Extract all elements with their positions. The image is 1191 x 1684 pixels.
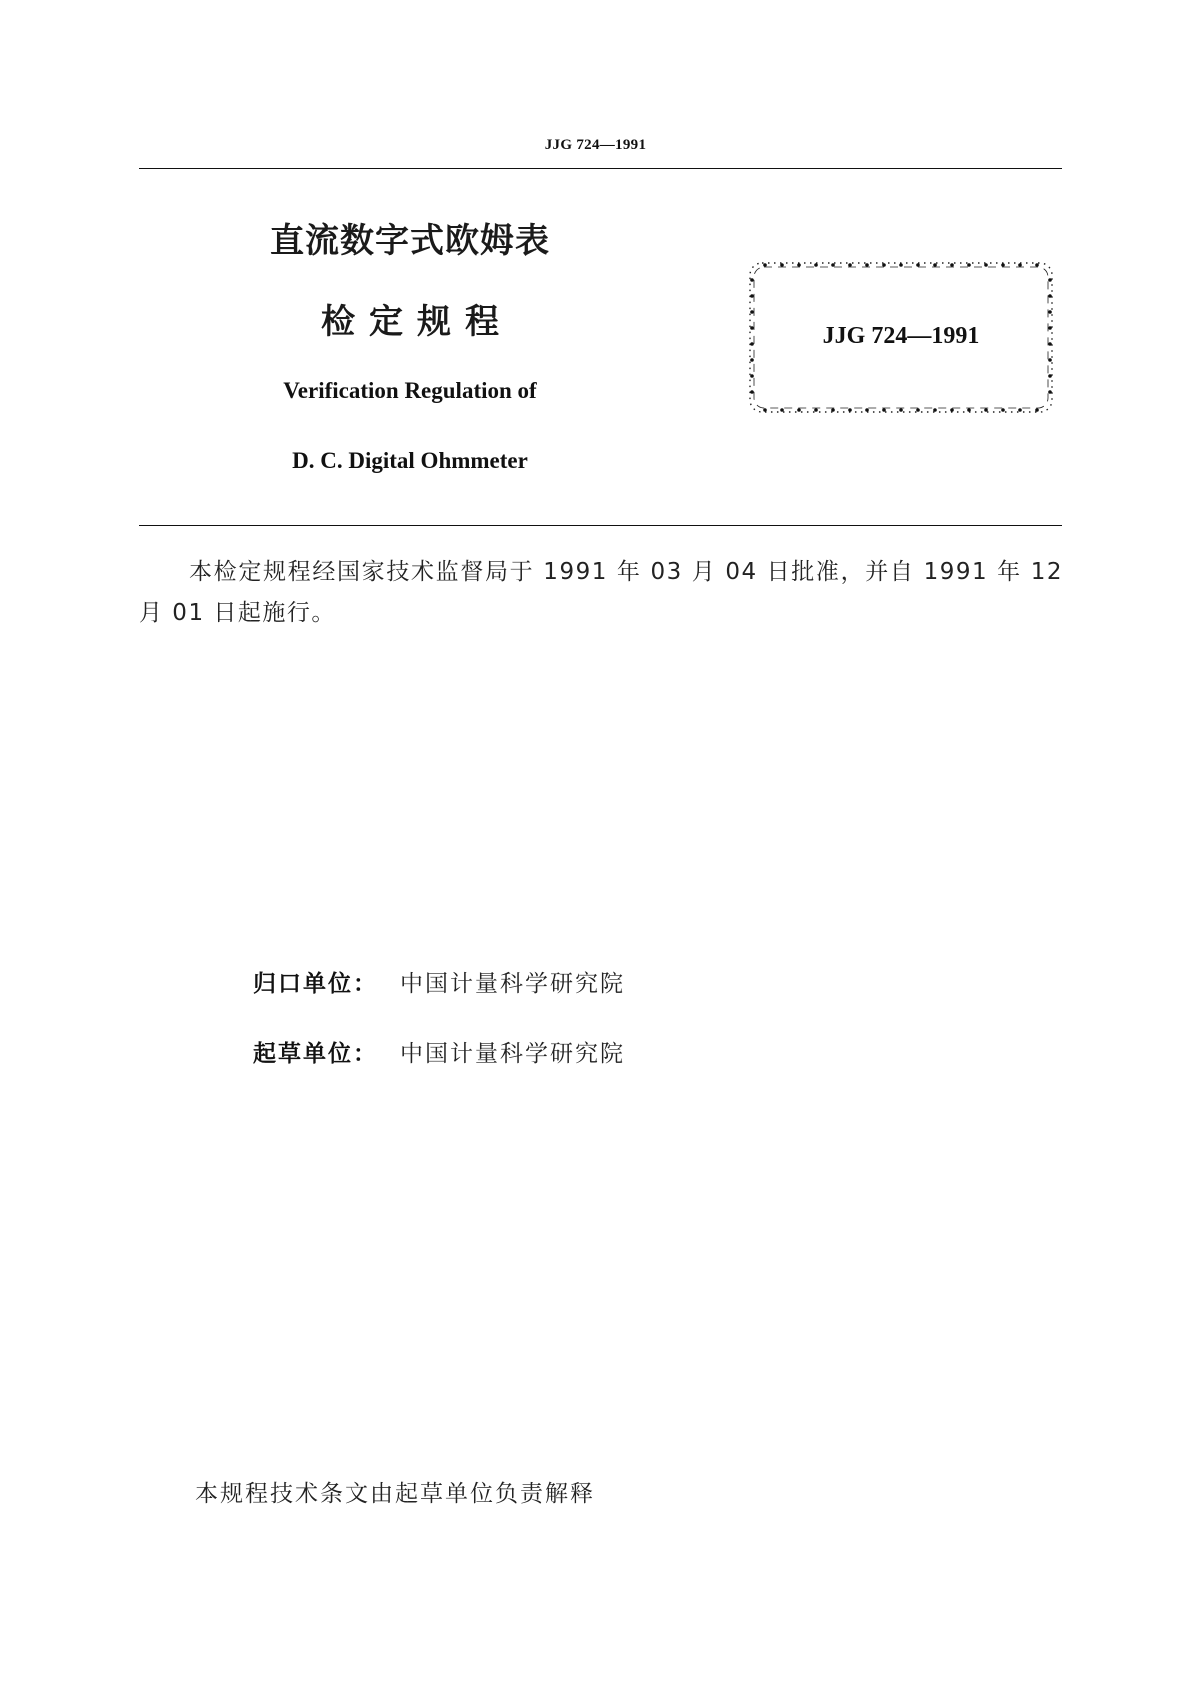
border-dot (814, 408, 818, 412)
border-dot (1048, 310, 1052, 314)
border-dot (882, 408, 886, 412)
border-dot (984, 408, 988, 412)
border-dot (916, 263, 920, 267)
standard-code-box-text: JJG 724—1991 (822, 323, 980, 349)
border-dot (1001, 263, 1005, 267)
border-dot (967, 408, 971, 412)
border-dot (933, 408, 937, 412)
title-chinese-line-2: 检定规程 (321, 302, 513, 342)
border-dot (950, 408, 954, 412)
drafting-unit-row (253, 1035, 625, 1068)
border-dot (814, 263, 818, 267)
drafting-unit-value: 中国计量科学研究院 (400, 1041, 625, 1067)
border-dot (1035, 263, 1039, 267)
border-dot (1035, 408, 1039, 412)
interpretation-note: 本规程技术条文由起草单位负责解释 (195, 1481, 595, 1507)
responsible-unit-label: 归口单位： (253, 971, 378, 997)
border-dot (1048, 390, 1052, 394)
responsible-unit-value: 中国计量科学研究院 (400, 971, 625, 997)
standard-code-box (747, 260, 1055, 415)
border-dot (780, 408, 784, 412)
border-dot (1018, 408, 1022, 412)
border-dot (750, 374, 754, 378)
border-dot (967, 263, 971, 267)
border-dot (780, 263, 784, 267)
border-dot (984, 263, 988, 267)
border-dot (848, 263, 852, 267)
border-dot (1048, 294, 1052, 298)
border-dot (750, 358, 754, 362)
title-english-line-2: D. C. Digital Ohmmeter (292, 448, 528, 473)
border-dot (750, 390, 754, 394)
border-dot (763, 408, 767, 412)
border-dot (750, 310, 754, 314)
border-dot (848, 408, 852, 412)
border-dot (1018, 263, 1022, 267)
border-dot (933, 263, 937, 267)
bottom-rule (139, 525, 1062, 526)
border-dot (750, 294, 754, 298)
top-rule (139, 168, 1062, 169)
border-dot (763, 263, 767, 267)
responsible-unit-row (253, 965, 625, 998)
border-dot (899, 263, 903, 267)
border-dot (882, 263, 886, 267)
drafting-unit-label: 起草单位： (253, 1041, 378, 1067)
border-dot (865, 408, 869, 412)
running-header: JJG 724—1991 (544, 137, 647, 153)
border-dot (899, 408, 903, 412)
approval-statement: 本检定规程经国家技术监督局于 1991 年 03 月 04 日批准，并自 1991 年 12 月 01 日起施行。 (139, 559, 1063, 626)
border-dot (750, 278, 754, 282)
border-dot (831, 408, 835, 412)
border-dot (1048, 278, 1052, 282)
border-dot (797, 263, 801, 267)
border-dot (831, 263, 835, 267)
border-dot (865, 263, 869, 267)
border-dot (950, 263, 954, 267)
border-dot (1048, 374, 1052, 378)
border-dot (916, 408, 920, 412)
border-dot (1001, 408, 1005, 412)
border-dot (797, 408, 801, 412)
title-english-line-1: Verification Regulation of (283, 378, 537, 403)
border-dot (1048, 358, 1052, 362)
title-chinese-line-1: 直流数字式欧姆表 (270, 221, 550, 261)
